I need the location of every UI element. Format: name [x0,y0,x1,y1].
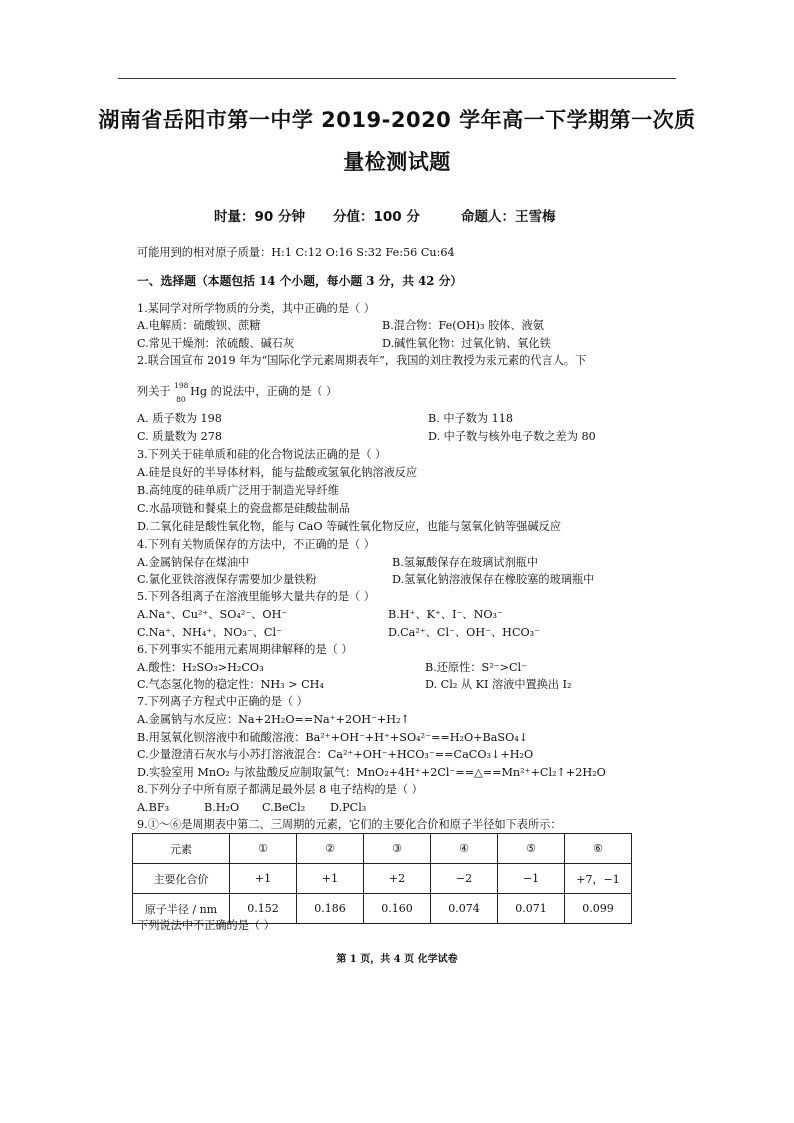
question-1-stem: 1.某同学对所学物质的分类，其中正确的是（ ） [137,302,375,315]
question-1-option-b: B.混合物：Fe(OH)₃ 胶体、液氨 [382,319,544,332]
table-header-cell: 元素 [133,834,230,864]
question-6-stem: 6.下列事实不能用元素周期律解释的是（ ） [137,643,353,656]
question-4-option-a: A.金属钠保存在煤油中 [137,556,250,569]
table-cell: 0.186 [297,894,364,924]
question-2-option-a: A. 质子数为 198 [137,412,222,425]
question-6-option-c: C.气态氢化物的稳定性：NH₃ > CH₄ [137,678,324,691]
question-4-option-d: D.氢氧化钠溶液保存在橡胶塞的玻璃瓶中 [392,573,595,586]
top-rule [118,78,676,79]
question-6-option-d: D. Cl₂ 从 KI 溶液中置换出 I₂ [425,678,572,691]
atomic-masses-note: 可能用到的相对原子质量：H:1 C:12 O:16 S:32 Fe:56 Cu:64 [137,246,455,259]
table-cell: 0.074 [431,894,498,924]
exam-time: 时量：90 分钟 [214,209,305,225]
question-3-option-b: B.高纯度的硅单质广泛用于制造光导纤维 [137,484,339,497]
hg-symbol: Hg [190,385,208,398]
table-cell: 主要化合价 [133,864,230,894]
question-7-option-c: C.少量澄清石灰水与小苏打溶液混合：Ca²⁺+OH⁻+HCO₃⁻==CaCO₃↓+H₂O [137,748,534,761]
section-heading: 一、选择题（本题包括 14 个小题，每小题 3 分，共 42 分） [137,274,463,288]
question-3-option-a: A.硅是良好的半导体材料，能与盐酸或氢氧化钠溶液反应 [137,466,418,479]
question-1-option-d: D.碱性氧化物：过氧化钠、氧化铁 [382,337,551,350]
question-3-option-c: C.水晶项链和餐桌上的瓷盘都是硅酸盐制品 [137,502,351,515]
table-cell: −2 [431,864,498,894]
table-header-cell: ④ [431,834,498,864]
question-9-stem: 9.①～⑥是周期表中第二、三周期的元素，它们的主要化合价和原子半径如下表所示： [137,818,562,831]
table-cell: +2 [364,864,431,894]
question-4-stem: 4.下列有关物质保存的方法中，不正确的是（ ） [137,538,375,551]
question-5-stem: 5.下列各组离子在溶液里能够大量共存的是（ ） [137,590,375,603]
question-6-option-a: A.酸性：H₂SO₃>H₂CO₃ [137,661,264,674]
table-header-row [133,834,632,864]
question-2-stem-line2 [137,381,338,404]
table-cell: +1 [230,864,297,894]
page-title-line2: 量检测试题 [343,150,451,174]
question-4-option-b: B.氢氟酸保存在玻璃试剂瓶中 [392,556,539,569]
question-1-option-a: A.电解质：硫酸钡、蔗糖 [137,319,261,332]
table-cell: 0.071 [498,894,565,924]
question-7-stem: 7.下列离子方程式中正确的是（ ） [137,695,308,708]
table-row [133,864,632,894]
question-2-option-d: D. 中子数与核外电子数之差为 80 [428,430,596,443]
question-1-option-c: C.常见干燥剂：浓硫酸、碱石灰 [137,337,295,350]
question-5-option-a: A.Na⁺、Cu²⁺、SO₄²⁻、OH⁻ [137,608,288,621]
table-cell: +1 [297,864,364,894]
question-2-stem-line1: 2.联合国宣布 2019 年为“国际化学元素周期表年”，我国的刘庄教授为汞元素的代言人。下 [137,354,587,367]
question-3-stem: 3.下列关于硅单质和硅的化合物说法正确的是（ ） [137,448,387,461]
exam-score: 分值：100 分 [333,209,420,225]
question-7-option-a: A.金属钠与水反应：Na+2H₂O==Na⁺+2OH⁻+H₂↑ [137,713,410,726]
question-5-option-c: C.Na⁺、NH₄⁺、NO₃⁻、Cl⁻ [137,626,282,639]
table-cell: +7，−1 [565,864,632,894]
question-4-option-c: C.氯化亚铁溶液保存需要加少量铁粉 [137,573,317,586]
question-2-option-b: B. 中子数为 118 [428,412,513,425]
table-cell: 0.099 [565,894,632,924]
hg-mass-number: 198 [174,381,189,390]
page-footer: 第 1 页，共 4 页 化学试卷 [336,954,458,965]
question-2-stem-prefix: 列关于 [137,385,171,398]
hg-nuclide-notation [174,381,190,404]
question-5-option-b: B.H⁺、K⁺、I⁻、NO₃⁻ [388,608,503,621]
question-2-option-c: C. 质量数为 278 [137,430,222,443]
question-9-followup: 下列说法中不正确的是（ ） [137,919,275,932]
question-8-stem: 8.下列分子中所有原子都满足最外层 8 电子结构的是（ ） [137,783,423,796]
question-2-stem-suffix: 的说法中，正确的是（ ） [207,385,338,398]
table-header-cell: ② [297,834,364,864]
table-header-cell: ⑤ [498,834,565,864]
table-cell: 0.152 [230,894,297,924]
question-8-option-b: B.H₂O [204,801,240,814]
question-8-option-d: D.PCl₃ [330,801,367,814]
table-cell: 0.160 [364,894,431,924]
page-title-line1: 湖南省岳阳市第一中学 2019-2020 学年高一下学期第一次质 [98,108,696,132]
question-6-option-b: B.还原性：S²⁻>Cl⁻ [425,661,527,674]
table-header-cell: ③ [364,834,431,864]
table-header-cell: ① [230,834,297,864]
question-3-option-d: D.二氧化硅是酸性氧化物，能与 CaO 等碱性氧化物反应，也能与氢氧化钠等强碱反应 [137,520,562,533]
table-cell: 原子半径 / nm [133,894,230,924]
table-header-cell: ⑥ [565,834,632,864]
hg-atomic-number: 80 [176,395,186,404]
element-properties-table [132,833,632,924]
question-8-option-c: C.BeCl₂ [262,801,306,814]
question-7-option-b: B.用氢氧化钡溶液中和硫酸溶液：Ba²⁺+OH⁻+H⁺+SO₄²⁻==H₂O+BaSO₄↓ [137,731,529,744]
exam-author: 命题人：王雪梅 [461,209,556,225]
question-5-option-d: D.Ca²⁺、Cl⁻、OH⁻、HCO₃⁻ [388,626,541,639]
question-7-option-d: D.实验室用 MnO₂ 与浓盐酸反应制取氯气：MnO₂+4H⁺+2Cl⁻==△==Mn²⁺+Cl₂↑+2H₂O [137,766,606,779]
table-cell: −1 [498,864,565,894]
question-8-option-a: A.BF₃ [137,801,170,814]
